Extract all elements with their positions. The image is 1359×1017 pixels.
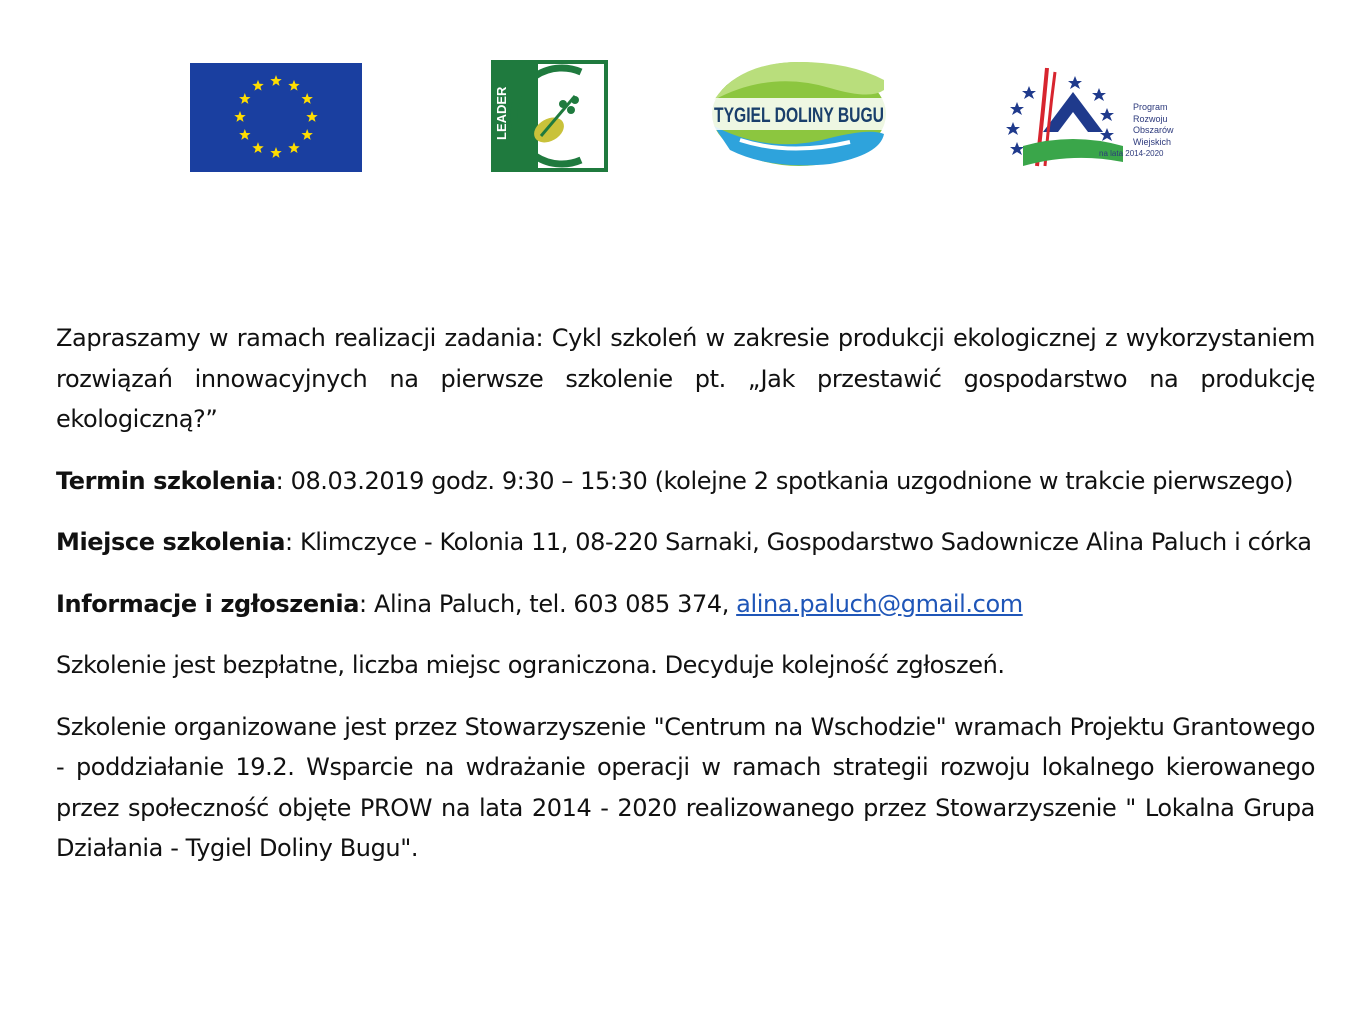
logo-bar <box>0 0 1359 200</box>
termin-paragraph <box>56 461 1315 502</box>
informacje-label: Informacje i zgłoszenia <box>56 589 360 618</box>
informacje-value: : Alina Paluch, tel. 603 085 374, <box>359 589 737 618</box>
prow-logo-text <box>1099 102 1174 160</box>
termin-value: : 08.03.2019 godz. 9:30 – 15:30 (kolejne 2 spotkania uzgodnione w trakcie pierwszego) <box>275 466 1294 495</box>
prow-line: Obszarów <box>1133 125 1174 135</box>
prow-line: Wiejskich <box>1133 136 1172 147</box>
eu-flag-logo <box>190 63 362 172</box>
email-link[interactable]: alina.paluch@gmail.com <box>736 589 1023 618</box>
prow-line: Rozwoju <box>1133 113 1168 124</box>
bezplatne-paragraph: Szkolenie jest bezpłatne, liczba miejsc ograniczona. Decyduje kolejność zgłoszeń. <box>56 651 1005 679</box>
tygiel-doliny-bugu-logo <box>710 60 888 168</box>
miejsce-paragraph <box>56 522 1315 563</box>
miejsce-value: : Klimczyce - Kolonia 11, 08-220 Sarnaki, Gospodarstwo Sadownicze Alina Paluch i córka <box>285 528 1312 556</box>
termin-label: Termin szkolenia <box>56 466 276 495</box>
leader-logo <box>491 60 608 172</box>
tygiel-logo-text: TYGIEL DOLINY BUGU <box>714 104 884 127</box>
organizator-paragraph: Szkolenie organizowane jest przez Stowarzyszenie "Centrum na Wschodzie" wramach Projektu Grantowego - poddziałanie 19.2. Wsparcie na wdrażanie operacji w ramach strategii rozwoju lokalnego kierowanego przez społeczność objęte PROW na lata 2014 - 2020 realizowanego przez Stowarzyszenie " Lokalna Grupa Działania - Tygiel Doliny Bugu". <box>56 712 1315 862</box>
leader-logo-text: LEADER <box>494 86 509 140</box>
document-body <box>56 318 1315 890</box>
miejsce-label: Miejsce szkolenia <box>56 528 286 556</box>
prow-line: Program <box>1133 102 1168 112</box>
intro-paragraph: Zapraszamy w ramach realizacji zadania: Cykl szkoleń w zakresie produkcji ekologicznej z wykorzystaniem rozwiązań innowacyjnych na pierwsze szkolenie pt. „Jak przestawić gospodarstwo na produkcję ekologiczną?” <box>56 324 1315 433</box>
prow-years: na lata 2014-2020 <box>1099 149 1164 158</box>
informacje-paragraph <box>56 584 1315 625</box>
